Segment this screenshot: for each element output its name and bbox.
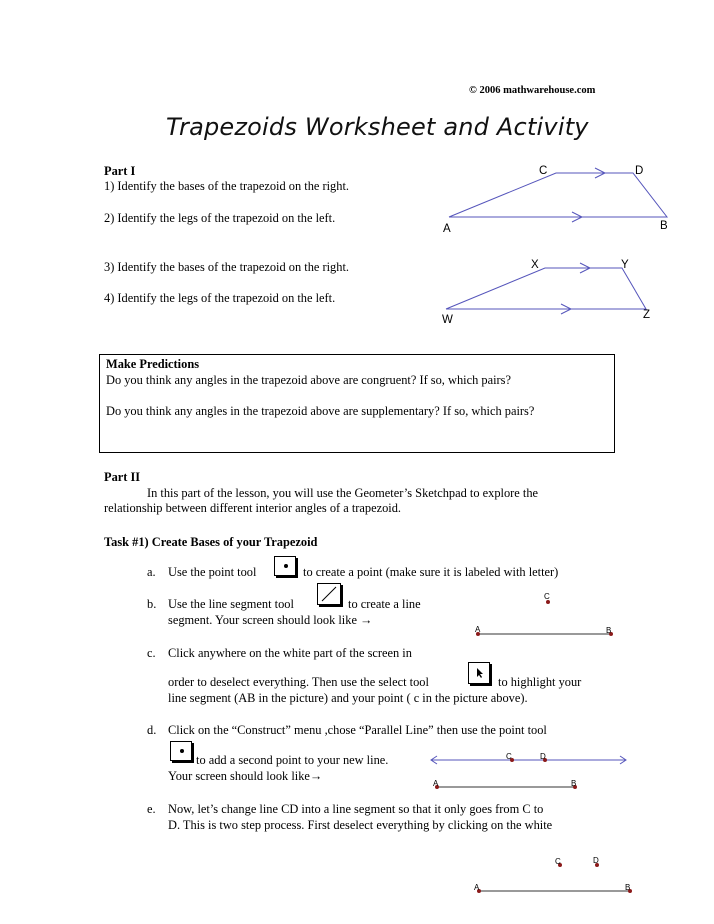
fig-b-label-a: A <box>475 625 481 634</box>
label-a: A <box>443 223 451 235</box>
copyright: © 2006 mathwarehouse.com <box>469 85 596 96</box>
figure-parallel-line <box>431 756 626 789</box>
step-b-letter: b. <box>147 597 157 611</box>
step-e-line-2: D. This is two step process. First deselect everything by clicking on the white <box>168 818 553 832</box>
part2-intro-1: In this part of the lesson, you will use the Geometer’s Sketchpad to explore the <box>147 486 539 500</box>
predictions-heading: Make Predictions <box>106 357 200 371</box>
label-c: C <box>539 165 548 177</box>
step-a-text-2: to create a point (make sure it is labeled with letter) <box>303 565 559 579</box>
step-c-letter: c. <box>147 646 156 660</box>
step-d-line-2: to add a second point to your new line. <box>196 753 389 767</box>
step-b-text: Use the line segment tool <box>168 597 294 611</box>
fig-e-label-c: C <box>555 857 561 866</box>
predictions-q2: Do you think any angles in the trapezoid above are supplementary? If so, which pairs? <box>106 404 535 418</box>
fig-e-label-b: B <box>625 883 631 892</box>
step-a-letter: a. <box>147 565 156 579</box>
step-c-line-1: Click anywhere on the white part of the screen in <box>168 646 412 660</box>
label-y: Y <box>621 259 629 271</box>
predictions-q1: Do you think any angles in the trapezoid above are congruent? If so, which pairs? <box>106 373 511 387</box>
label-z: Z <box>643 309 651 321</box>
fig-d-label-a: A <box>433 779 439 788</box>
question-2: 2) Identify the legs of the trapezoid on the left. <box>104 211 336 225</box>
figure-points-cd <box>477 863 632 893</box>
step-e-line-1: Now, let’s change line CD into a line segment so that it only goes from C to <box>168 802 544 816</box>
label-b: B <box>660 220 668 232</box>
part2-intro-2: relationship between different interior angles of a trapezoid. <box>104 501 402 515</box>
label-d: D <box>635 165 644 177</box>
fig-b-label-b: B <box>606 626 612 635</box>
fig-d-label-d: D <box>540 752 546 761</box>
label-w: W <box>442 314 453 326</box>
fig-e-label-a: A <box>474 883 480 892</box>
fig-e-label-d: D <box>593 856 599 865</box>
step-d-line-1: Click on the “Construct” menu ,chose “Parallel Line” then use the point tool <box>168 723 547 737</box>
point-tool-icon <box>274 556 296 576</box>
step-c-line-2: order to deselect everything. Then use the select tool <box>168 675 429 689</box>
step-e-letter: e. <box>147 802 156 816</box>
question-3: 3) Identify the bases of the trapezoid on the right. <box>104 260 349 274</box>
page-title: Trapezoids Worksheet and Activity <box>166 113 589 141</box>
trapezoid-wxyz <box>446 263 646 314</box>
label-x: X <box>531 259 539 271</box>
step-b-line-2: segment. Your screen should look like → <box>168 613 373 627</box>
part1-heading: Part I <box>104 164 136 178</box>
point-tool-icon-2 <box>170 741 192 761</box>
step-b-text-2: to create a line <box>348 597 421 611</box>
step-d-line-3: Your screen should look like→ <box>168 769 323 783</box>
question-4: 4) Identify the legs of the trapezoid on the left. <box>104 291 336 305</box>
figure-segment-ab <box>476 600 613 636</box>
fig-d-label-b: B <box>571 779 577 788</box>
step-c-line-3: line segment (AB in the picture) and your point ( c in the picture above). <box>168 691 528 705</box>
step-d-letter: d. <box>147 723 157 737</box>
part2-heading: Part II <box>104 470 141 484</box>
task1-heading: Task #1) Create Bases of your Trapezoid <box>104 535 318 549</box>
fig-b-label-c: C <box>544 592 550 601</box>
question-1: 1) Identify the bases of the trapezoid on the right. <box>104 179 349 193</box>
step-c-line-2b: to highlight your <box>498 675 582 689</box>
segment-tool-icon <box>317 583 341 605</box>
fig-d-label-c: C <box>506 752 512 761</box>
step-a-text: Use the point tool <box>168 565 257 579</box>
select-tool-icon <box>468 662 490 684</box>
